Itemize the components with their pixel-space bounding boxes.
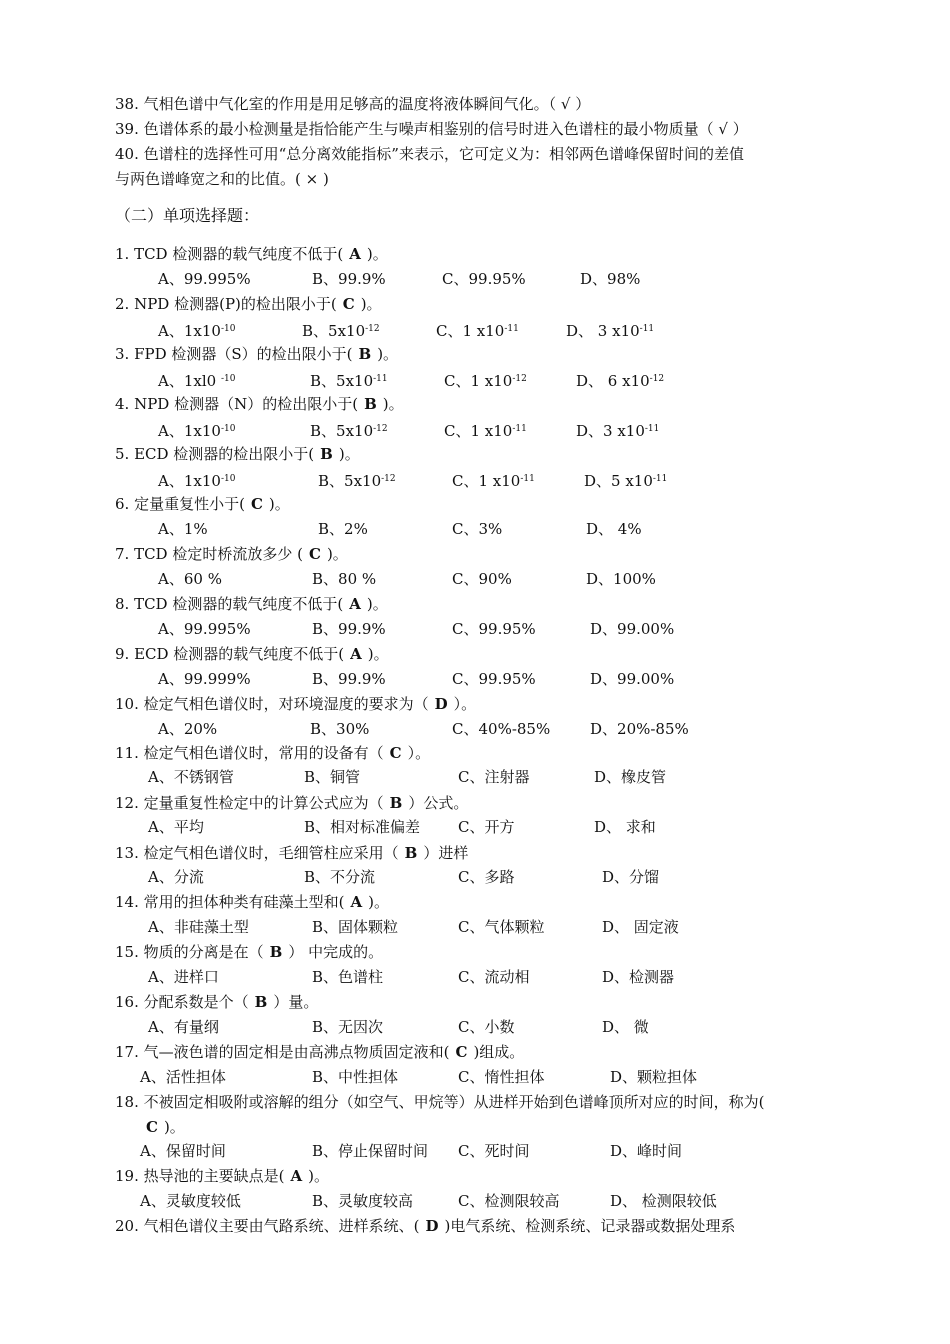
option-text: D、分馏 [602,868,660,886]
option-text: B、中性担体 [312,1068,399,1086]
option-text: A、1x10 [158,422,221,440]
question-suffix: ）公式。 [408,794,469,812]
option-a [148,1017,219,1037]
question-17 [115,1042,524,1062]
option-text: D、 4% [586,520,642,538]
option-c [458,967,529,987]
option-exponent: -12 [365,324,380,334]
question-suffix: )。 [338,445,360,463]
question-16 [115,992,318,1012]
option-text: D、 6 x10 [576,372,650,390]
option-d [580,269,640,289]
question-suffix: )。 [366,595,388,613]
option-text: C、3% [452,520,503,538]
option-exponent: -11 [652,474,668,484]
option-text: B、无因次 [312,1018,384,1036]
answer-letter: B [404,844,418,862]
question-text: 16. 分配系数是个（ [115,993,249,1011]
option-text: C、90% [452,570,512,588]
option-b [312,1017,383,1037]
option-text: A、有量纲 [148,1018,219,1036]
question-text: 15. 物质的分离是在（ [115,943,264,961]
option-text: D、橡皮管 [594,768,667,786]
option-b [310,369,388,391]
option-a [158,269,251,289]
option-d [610,1067,697,1087]
option-text: D、 检测限较低 [610,1192,717,1210]
question-suffix: )。 [163,1118,185,1136]
option-text: C、99.95% [452,620,536,638]
answer-letter: D [425,1217,439,1235]
options-row [0,867,940,887]
question-14 [115,892,389,912]
question-18 [115,1092,764,1112]
option-b [310,419,388,441]
option-text: D、3 x10 [576,422,645,440]
question-text: 3. FPD 检测器（S）的检出限小于( [115,345,353,363]
answer-letter: C [342,295,355,313]
option-b [312,1067,398,1087]
option-d [586,519,642,539]
question-10 [115,694,476,714]
option-a [158,469,235,491]
option-c [442,269,526,289]
option-exponent: -10 [220,324,236,334]
option-text: A、进样口 [148,968,219,986]
answer-letter: A [349,245,361,263]
option-a [158,569,222,589]
option-c [452,569,512,589]
options-row [0,719,940,739]
option-c [458,1191,559,1211]
option-exponent: -11 [512,424,527,434]
option-text: B、灵敏度较高 [312,1192,414,1210]
answer-letter: C [308,545,321,563]
option-b [318,519,368,539]
option-b [302,319,380,341]
question-text: 20. 气相色谱仪主要由气路系统、进样系统、( [115,1217,420,1235]
answer-letter: B [358,345,372,363]
question-11 [115,743,430,763]
option-d [566,319,654,341]
option-a [158,669,251,689]
option-d [590,619,674,639]
option-text: B、铜管 [304,768,361,786]
question-text: 7. TCD 检定时桥流放多少 ( [115,545,303,563]
question-text: 11. 检定气相色谱仪时，常用的设备有（ [115,744,384,762]
answer-letter: A [350,893,363,911]
option-text: C、99.95% [452,670,536,688]
question-suffix: ）。 [453,695,477,713]
question-text: 6. 定量重复性小于( [115,495,245,513]
option-text: D、20%-85% [590,720,689,738]
question-suffix: )。 [377,345,399,363]
option-text: B、停止保留时间 [312,1142,429,1160]
option-c [458,917,544,937]
question-text: 18. 不被固定相吸附或溶解的组分（如空气、甲烷等）从进样开始到色谱峰顶所对应的时间，称为( [115,1093,765,1111]
option-a [148,917,249,937]
options-row [0,967,940,987]
option-text: A、非硅藻土型 [148,918,249,936]
question-20 [115,1216,735,1236]
options-row [0,817,940,837]
option-exponent: -11 [504,324,519,334]
question-4 [115,394,404,414]
tf-question-40-line2: 与两色谱峰宽之和的比值。( × ) [115,170,329,188]
answer-letter: B [254,993,268,1011]
option-text: D、98% [580,270,641,288]
answer-letter: B [269,943,283,961]
option-text: D、 3 x10 [566,322,640,340]
option-exponent: -12 [649,374,665,384]
option-b [312,967,383,987]
options-row [0,519,940,539]
option-exponent: -11 [639,324,655,334]
option-exponent: -12 [512,374,527,384]
question-suffix: )。 [367,645,389,663]
option-text: D、颗粒担体 [610,1068,698,1086]
option-text: D、99.00% [590,620,675,638]
option-text: A、20% [158,720,218,738]
options-row [0,1017,940,1037]
option-text: D、99.00% [590,670,675,688]
question-text: 5. ECD 检测器的检出限小于( [115,445,315,463]
option-text: A、平均 [148,818,204,836]
tf-question-40-line1: 40. 色谱柱的选择性可用“总分离效能指标”来表示，它可定义为：相邻两色谱峰保留时间的差值 [115,145,744,163]
options-row [0,669,940,689]
option-c [458,1141,529,1161]
option-b [312,1191,413,1211]
option-text: C、1 x10 [452,472,521,490]
option-text: C、40%-85% [452,720,551,738]
option-b [312,569,376,589]
option-c [452,669,536,689]
option-text: B、相对标准偏差 [304,818,421,836]
options-row [0,917,940,937]
options-row [0,767,940,787]
option-text: C、1 x10 [444,372,513,390]
option-text: D、检测器 [602,968,675,986]
option-text: A、不锈钢管 [148,768,234,786]
answer-letter: B [320,445,333,463]
question-suffix: ）。 [407,744,431,762]
option-d [602,917,679,937]
options-row [0,369,940,389]
question-text: 19. 热导池的主要缺点是( [115,1167,285,1185]
question-text: 12. 定量重复性检定中的计算公式应为（ [115,794,384,812]
option-a [140,1067,226,1087]
question-18-continued [140,1117,185,1137]
options-row [0,469,940,489]
option-text: B、2% [318,520,368,538]
option-d [594,767,666,787]
answer-letter: A [290,1167,303,1185]
option-d [602,967,674,987]
option-text: A、活性担体 [140,1068,226,1086]
question-text: 14. 常用的担体种类有硅藻土型和( [115,893,345,911]
option-a [140,1141,226,1161]
option-text: B、不分流 [304,868,376,886]
option-b [304,767,360,787]
question-suffix: )。 [368,893,389,911]
option-c [458,767,529,787]
question-2 [115,294,382,314]
option-text: A、分流 [148,868,204,886]
answer-letter: C [146,1118,158,1136]
option-text: D、峰时间 [610,1142,683,1160]
question-text: 13. 检定气相色谱仪时，毛细管柱应采用（ [115,844,399,862]
answer-letter: C [455,1043,468,1061]
answer-letter: B [364,395,377,413]
option-a [148,767,234,787]
option-exponent: -10 [220,424,236,434]
option-text: B、5x10 [310,372,374,390]
option-text: B、5x10 [310,422,374,440]
option-exponent: -12 [373,424,388,434]
option-text: B、99.9% [312,670,386,688]
option-text: B、5x10 [318,472,382,490]
option-a [158,319,235,341]
question-12 [115,793,468,813]
answer-letter: D [434,695,448,713]
option-a [148,867,204,887]
option-b [310,719,369,739]
option-exponent: -12 [381,474,396,484]
option-a [158,619,251,639]
option-c [444,419,527,441]
option-d [590,669,674,689]
option-d [576,419,659,441]
option-c [458,817,514,837]
option-text: C、1 x10 [444,422,513,440]
option-text: D、 固定液 [602,918,679,936]
question-text: 9. ECD 检测器的载气纯度不低于( [115,645,345,663]
option-text: D、 求和 [594,818,656,836]
option-exponent: -10 [220,374,236,384]
question-suffix: )。 [360,295,382,313]
tf-question-38: 38. 气相色谱中气化室的作用是用足够高的温度将液体瞬间气化。（ √ ） [115,95,591,113]
option-exponent: -10 [220,474,236,484]
option-b [312,669,386,689]
option-c [458,1067,544,1087]
question-suffix: )组成。 [473,1043,525,1061]
answer-letter: A [350,645,362,663]
option-b [312,917,398,937]
option-c [436,319,519,341]
option-c [452,469,535,491]
question-7 [115,544,348,564]
option-exponent: -11 [373,374,388,384]
option-d [576,369,664,391]
option-d [610,1141,682,1161]
option-text: A、1% [158,520,208,538]
question-suffix: ） 中完成的。 [288,943,384,961]
option-a [148,817,204,837]
option-text: C、1 x10 [436,322,505,340]
option-a [148,967,219,987]
option-text: B、80 % [312,570,377,588]
options-row [0,1067,940,1087]
options-row [0,619,940,639]
question-suffix: )。 [308,1167,329,1185]
option-text: A、保留时间 [140,1142,226,1160]
option-b [312,269,386,289]
answer-letter: A [349,595,361,613]
option-text: C、惰性担体 [458,1068,545,1086]
option-exponent: -11 [644,424,660,434]
question-suffix: )。 [366,245,388,263]
options-row [0,269,940,289]
option-a [158,719,217,739]
option-text: B、固体颗粒 [312,918,399,936]
question-suffix: )。 [268,495,290,513]
answer-letter: B [389,794,403,812]
option-a [158,369,235,391]
option-d [590,719,689,739]
option-text: A、99.995% [158,270,251,288]
option-text: C、小数 [458,1018,515,1036]
option-text: D、100% [586,570,656,588]
question-suffix: )。 [326,545,348,563]
option-text: D、 微 [602,1018,649,1036]
question-text: 4. NPD 检测器（N）的检出限小于( [115,395,359,413]
question-8 [115,594,388,614]
options-row [0,1191,940,1211]
question-text: 10. 检定气相色谱仪时，对环境湿度的要求为（ [115,695,429,713]
option-text: A、99.999% [158,670,251,688]
option-c [458,867,514,887]
answer-letter: C [250,495,263,513]
option-text: C、多路 [458,868,515,886]
answer-letter: C [389,744,402,762]
option-text: A、1x10 [158,322,221,340]
option-text: C、检测限较高 [458,1192,560,1210]
option-d [602,1017,649,1037]
question-5 [115,444,360,464]
option-text: C、死时间 [458,1142,530,1160]
option-text: D、5 x10 [584,472,653,490]
option-text: B、99.9% [312,270,386,288]
option-text: B、30% [310,720,370,738]
option-a [158,519,208,539]
option-c [458,1017,514,1037]
option-b [312,1141,428,1161]
option-a [158,419,235,441]
option-text: A、60 % [158,570,222,588]
option-a [140,1191,241,1211]
option-text: B、5x10 [302,322,366,340]
option-d [594,817,656,837]
option-text: C、气体颗粒 [458,918,545,936]
question-19 [115,1166,329,1186]
tf-question-39: 39. 色谱体系的最小检测量是指恰能产生与噪声相鉴别的信号时进入色谱柱的最小物质量（ √ ） [115,120,748,138]
option-d [610,1191,717,1211]
question-text: 17. 气—液色谱的固定相是由高沸点物质固定液和( [115,1043,450,1061]
option-text: A、1xl0 [158,372,221,390]
question-1 [115,244,388,264]
option-text: A、99.995% [158,620,251,638]
option-c [452,519,502,539]
option-text: C、开方 [458,818,515,836]
option-text: A、灵敏度较低 [140,1192,241,1210]
option-b [304,817,420,837]
question-text: 2. NPD 检测器(P)的检出限小于( [115,295,337,313]
option-d [586,569,656,589]
option-c [452,619,536,639]
option-b [304,867,375,887]
option-c [452,719,550,739]
option-d [584,469,667,491]
options-row [0,319,940,339]
question-6 [115,494,290,514]
option-text: C、流动相 [458,968,530,986]
question-suffix: )。 [382,395,404,413]
options-row [0,419,940,439]
option-text: B、99.9% [312,620,386,638]
question-text: 1. TCD 检测器的载气纯度不低于( [115,245,344,263]
question-3 [115,344,398,364]
question-suffix: )电气系统、检测系统、记录器或数据处理系 [444,1217,736,1235]
option-text: C、99.95% [442,270,526,288]
option-b [312,619,386,639]
question-15 [115,942,383,962]
option-text: C、注射器 [458,768,530,786]
question-suffix: ）量。 [273,993,319,1011]
options-row [0,1141,940,1161]
section-title: （二）单项选择题： [115,206,260,225]
option-d [602,867,659,887]
option-text: B、色谱柱 [312,968,384,986]
option-exponent: -11 [520,474,535,484]
option-text: A、1x10 [158,472,221,490]
question-13 [115,843,468,863]
question-suffix: ）进样 [423,844,469,862]
option-b [318,469,396,491]
question-9 [115,644,389,664]
question-text: 8. TCD 检测器的载气纯度不低于( [115,595,344,613]
options-row [0,569,940,589]
option-c [444,369,527,391]
